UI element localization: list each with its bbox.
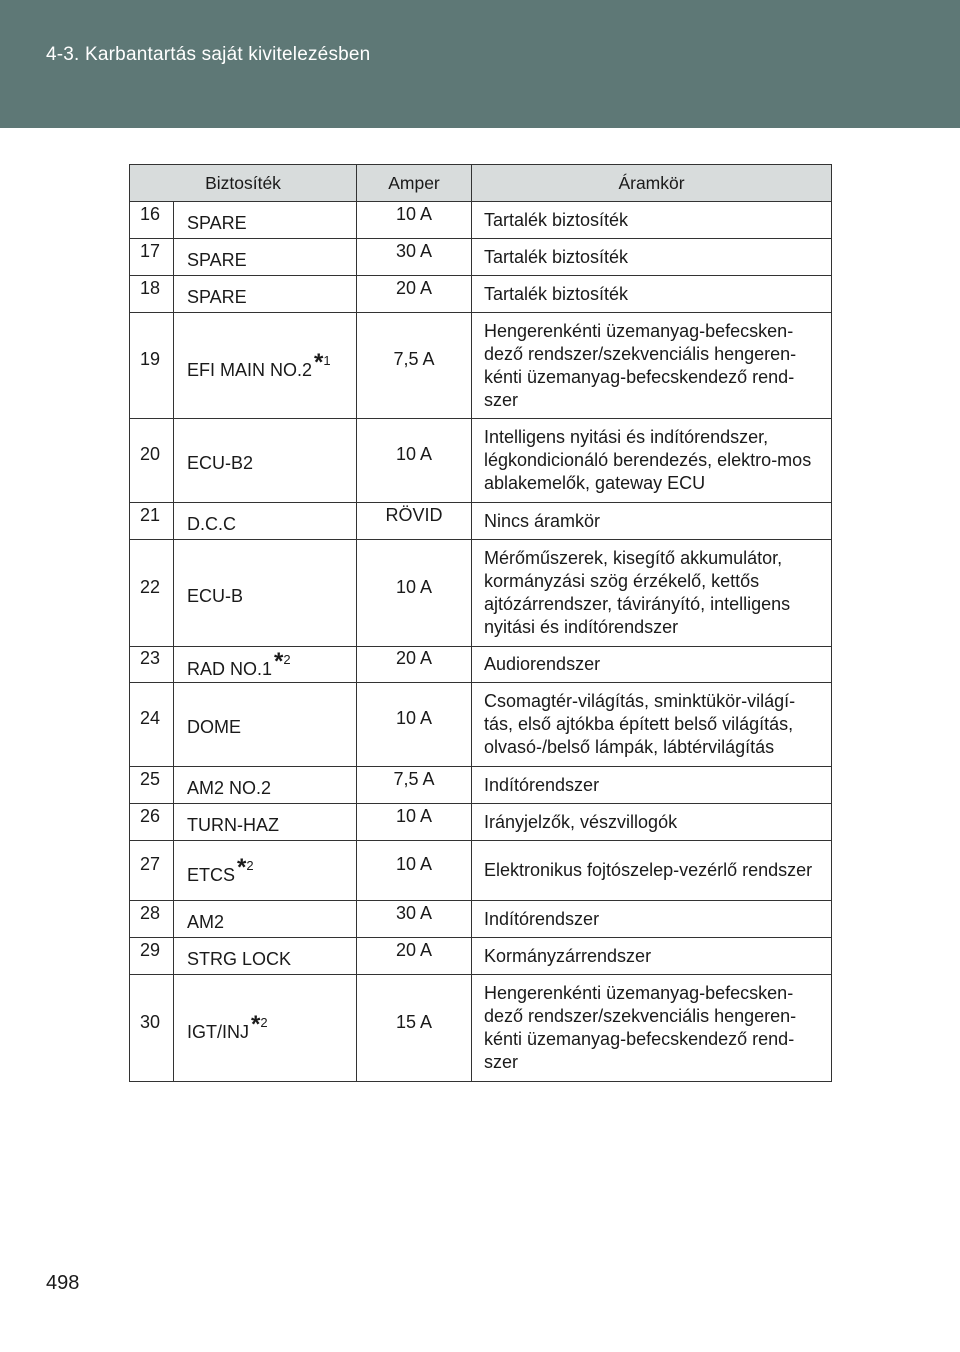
- fuse-number: [130, 841, 174, 901]
- table-row: [130, 901, 832, 938]
- fuse-number: [130, 540, 174, 647]
- fuse-amperage-text: 7,5 A: [393, 768, 435, 789]
- fuse-amperage-text: 20 A: [395, 648, 433, 668]
- page-number: 498: [46, 1272, 80, 1294]
- fuse-amperage: [357, 975, 472, 1082]
- footnote-asterisk: *: [314, 348, 324, 376]
- fuse-number: [130, 767, 174, 804]
- table-row: [130, 938, 832, 975]
- fuse-number-text: 24: [140, 708, 161, 728]
- fuse-circuit: Tartalék biztosíték: [472, 202, 832, 239]
- fuse-amperage-text: 7,5 A: [393, 349, 435, 369]
- fuse-name: [174, 647, 357, 683]
- fuse-circuit: Tartalék biztosíték: [472, 276, 832, 313]
- table-header-row: [130, 165, 832, 202]
- table-row: [130, 841, 832, 901]
- fuse-name: [174, 276, 357, 313]
- fuse-name-text: ETCS: [187, 864, 236, 885]
- fuse-circuit: Audiorendszer: [472, 647, 832, 683]
- fuse-amperage: [357, 313, 472, 419]
- fuse-number-text: 17: [140, 240, 161, 261]
- fuse-circuit: Tartalék biztosíték: [472, 239, 832, 276]
- table-row: [130, 313, 832, 419]
- fuse-amperage: [357, 540, 472, 647]
- fuse-amperage: [357, 938, 472, 975]
- footnote-number: 2: [283, 651, 291, 667]
- fuse-circuit: Elektronikus fojtószelep-vezérlő rendszer: [472, 841, 832, 901]
- fuse-circuit: Hengerenkénti üzemanyag-befecsken-dező rendszer/szekvenciális hengeren-kénti üzemanyag-befecskendező rend-szer: [472, 313, 832, 419]
- fuse-circuit: Nincs áramkör: [472, 503, 832, 540]
- fuse-circuit: Indítórendszer: [472, 901, 832, 938]
- fuse-number: [130, 503, 174, 540]
- fuse-name-text: RAD NO.1: [187, 658, 273, 679]
- fuse-name: [174, 419, 357, 503]
- fuse-number-text: 30: [140, 1011, 161, 1032]
- fuse-amperage-text: 10 A: [395, 444, 433, 464]
- fuse-number: [130, 804, 174, 841]
- table-row: [130, 503, 832, 540]
- fuse-circuit: Mérőműszerek, kisegítő akkumulátor, kormányzási szög érzékelő, kettős ajtózárrendszer, távirányító, intelligens nyitási és indítórendszer: [472, 540, 832, 647]
- fuse-amperage-text: 20 A: [395, 277, 433, 298]
- fuse-number-text: 16: [140, 203, 161, 224]
- table-row: [130, 202, 832, 239]
- column-header-circuit: Áramkör: [472, 165, 832, 202]
- fuse-name: [174, 938, 357, 975]
- fuse-name: [174, 975, 357, 1082]
- fuse-number-text: 26: [140, 805, 161, 826]
- fuse-name: [174, 901, 357, 938]
- fuse-number-text: 27: [140, 854, 161, 874]
- fuse-number: [130, 938, 174, 975]
- table-row: [130, 975, 832, 1082]
- fuse-name-text: ECU-B: [187, 585, 244, 606]
- footnote-number: 1: [323, 352, 331, 368]
- fuse-number-text: 22: [140, 576, 161, 597]
- fuse-circuit: Hengerenkénti üzemanyag-befecsken-dező rendszer/szekvenciális hengeren-kénti üzemanyag-befecskendező rend-szer: [472, 975, 832, 1082]
- fuse-number-text: 20: [140, 444, 161, 464]
- fuse-amperage-text: 30 A: [395, 902, 433, 923]
- fuse-circuit: Kormányzárrendszer: [472, 938, 832, 975]
- fuse-number-text: 29: [140, 939, 161, 960]
- fuse-name-text: D.C.C: [187, 513, 236, 534]
- table-row: [130, 276, 832, 313]
- table-row: [130, 239, 832, 276]
- fuse-amperage-text: 15 A: [395, 1011, 433, 1032]
- fuse-number: [130, 276, 174, 313]
- column-header-fuse: Biztosíték: [130, 165, 357, 202]
- fuse-circuit: Csomagtér-világítás, sminktükör-világí-tás, első ajtókba épített belső világítás, olvasó-/belső lámpák, lábtérvilágítás: [472, 683, 832, 767]
- fuse-amperage-text: 10 A: [395, 708, 433, 728]
- fuse-name-text: DOME: [187, 717, 241, 737]
- fuse-circuit: Irányjelzők, vészvillogók: [472, 804, 832, 841]
- fuse-amperage: [357, 239, 472, 276]
- fuse-number-text: 23: [140, 648, 161, 668]
- fuse-name-text: TURN-HAZ: [187, 814, 279, 835]
- fuse-number: [130, 647, 174, 683]
- fuse-number: [130, 239, 174, 276]
- footnote-asterisk: *: [237, 853, 247, 881]
- fuse-number: [130, 202, 174, 239]
- fuse-name-text: STRG LOCK: [187, 948, 292, 969]
- fuse-circuit: Intelligens nyitási és indítórendszer, légkondicionáló berendezés, elektro-mos ablakemelők, gateway ECU: [472, 419, 832, 503]
- fuse-amperage-text: 10 A: [395, 203, 433, 224]
- fuse-name: [174, 540, 357, 647]
- fuse-amperage-text: 10 A: [395, 805, 433, 826]
- fuse-amperage-text: 30 A: [395, 240, 433, 261]
- fuse-name: [174, 239, 357, 276]
- fuse-number: [130, 901, 174, 938]
- fuse-name-text: SPARE: [187, 249, 247, 270]
- fuse-name-text: AM2 NO.2: [187, 777, 272, 798]
- fuse-amperage: [357, 202, 472, 239]
- fuse-name: [174, 683, 357, 767]
- fuse-name-text: EFI MAIN NO.2: [187, 359, 313, 380]
- fuse-amperage-text: RÖVID: [385, 504, 443, 525]
- fuse-amperage-text: 10 A: [395, 576, 433, 597]
- fuse-number-text: 18: [140, 277, 161, 298]
- fuse-name: [174, 313, 357, 419]
- fuse-number: [130, 975, 174, 1082]
- fuse-name: [174, 804, 357, 841]
- table-row: [130, 540, 832, 647]
- fuse-name-text: SPARE: [187, 212, 247, 233]
- table-row: [130, 419, 832, 503]
- fuse-amperage: [357, 767, 472, 804]
- fuse-name: [174, 202, 357, 239]
- fuse-number-text: 19: [140, 349, 161, 369]
- fuse-name: [174, 767, 357, 804]
- fuse-table: [129, 164, 832, 1082]
- table-row: [130, 647, 832, 683]
- footnote-asterisk: *: [251, 1011, 261, 1038]
- table-row: [130, 804, 832, 841]
- fuse-name-text: ECU-B2: [187, 453, 254, 473]
- fuse-number-text: 21: [140, 504, 161, 525]
- fuse-number: [130, 683, 174, 767]
- fuse-amperage-text: 10 A: [395, 854, 433, 874]
- fuse-circuit: Indítórendszer: [472, 767, 832, 804]
- fuse-name: [174, 503, 357, 540]
- fuse-name: [174, 841, 357, 901]
- fuse-amperage: [357, 276, 472, 313]
- fuse-number-text: 25: [140, 768, 161, 789]
- fuse-amperage-text: 20 A: [395, 939, 433, 960]
- footnote-number: 2: [246, 857, 254, 873]
- fuse-number-text: 28: [140, 902, 161, 923]
- footnote-number: 2: [260, 1015, 268, 1030]
- table-row: [130, 683, 832, 767]
- footnote-asterisk: *: [274, 647, 284, 675]
- fuse-amperage: [357, 683, 472, 767]
- fuse-number: [130, 313, 174, 419]
- table-row: [130, 767, 832, 804]
- header-bar: [0, 0, 960, 128]
- fuse-amperage: [357, 419, 472, 503]
- fuse-amperage: [357, 901, 472, 938]
- section-title: 4-3. Karbantartás saját kivitelezésben: [46, 44, 371, 65]
- fuse-amperage: [357, 647, 472, 683]
- fuse-name-text: AM2: [187, 911, 225, 932]
- fuse-name-text: SPARE: [187, 286, 247, 307]
- fuse-amperage: [357, 804, 472, 841]
- fuse-amperage: [357, 841, 472, 901]
- fuse-name-text: IGT/INJ: [187, 1022, 249, 1042]
- fuse-amperage: [357, 503, 472, 540]
- fuse-number: [130, 419, 174, 503]
- column-header-amp: Amper: [357, 165, 472, 202]
